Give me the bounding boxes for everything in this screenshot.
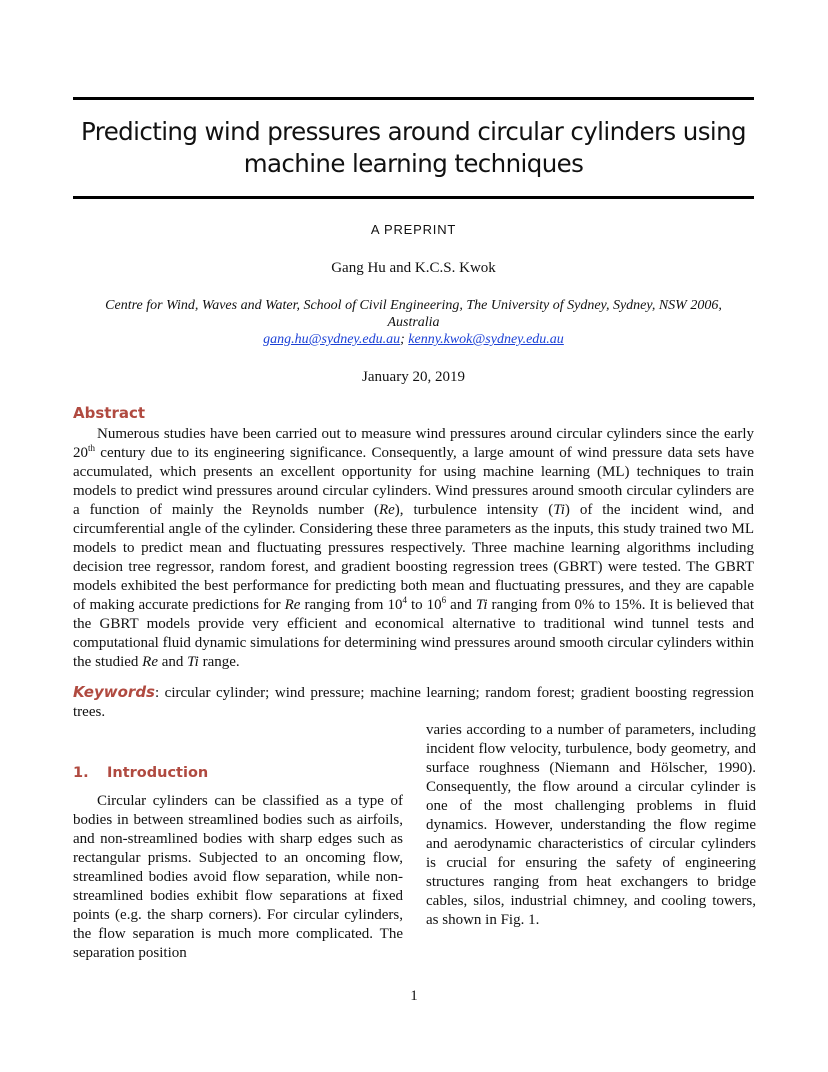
section-heading-introduction	[73, 765, 208, 781]
abstract-sup-4: 4	[402, 595, 407, 605]
abstract-heading: Abstract	[73, 404, 146, 422]
email-link-kwok[interactable]: kenny.kwok@sydney.edu.au	[408, 332, 564, 347]
section-title: Introduction	[107, 765, 209, 781]
authors: Gang Hu and K.C.S. Kwok	[331, 260, 496, 276]
abstract-part: range.	[198, 654, 240, 670]
affiliation	[73, 297, 754, 348]
keywords-text: : circular cylinder; wind pressure; machine learning; random forest; gradient boosting regression trees.	[73, 685, 754, 720]
title-rule-top	[73, 97, 754, 100]
title-line-1: Predicting wind pressures around circular cylinders using	[81, 117, 746, 146]
abstract-re: Re	[142, 654, 158, 670]
intro-left-column: Circular cylinders can be classified as a type of bodies in between streamlined bodies such as airfoils, and non-streamlined bodies with sharp edges such as rectangular prisms. Subjected to an oncoming flow, streamlined bodies avoid flow separation, while non-streamlined bodies exhibit flow separations at fixed points (e.g. the sharp corners). For circular cylinders, the flow separation is much more complicated. The separation position	[73, 793, 403, 961]
abstract-part: ) of the incident wind, and circumferential angle of the cylinder. Considering these three parameters as the inputs, this study trained two ML models to predict mean and fluctuating pressures respectively. Three machine learning algorithms including decision tree regressor, random forest, and gradient boosting regression trees (GBRT) were tested. The GBRT models exhibited the best performance for predicting both mean and fluctuating pressures, and they are capable of making accurate predictions for	[73, 502, 754, 613]
abstract-sup-th: th	[88, 443, 96, 453]
email-separator: ;	[400, 332, 405, 347]
abstract-text	[73, 425, 754, 672]
keywords-label: Keywords	[73, 683, 155, 701]
abstract-sup-6: 6	[441, 595, 447, 605]
title-line-2: machine learning techniques	[243, 149, 584, 178]
paper-date: January 20, 2019	[362, 369, 465, 385]
affiliation-line-2: Australia	[387, 315, 440, 330]
abstract-part: ranging from 10	[300, 597, 403, 613]
keywords	[73, 683, 754, 722]
preprint-label: A PREPRINT	[370, 222, 457, 237]
intro-right-column: varies according to a number of parameters, including incident flow velocity, turbulence, body geometry, and surface roughness (Niemann and Hölscher, 1990). Consequently, the flow around a circular cylinder is one of the most challenging problems in fluid dynamics. However, understanding the flow regime and aerodynamic characteristics of circular cylinders is crucial for ensuring the safety of engineering structures ranging from heat exchangers to bridge cables, silos, industrial chimney, and cooling towers, as shown in Fig. 1.	[426, 722, 756, 928]
abstract-part: to 10	[406, 597, 442, 613]
title-rule-bottom	[73, 196, 754, 199]
abstract-re: Re	[284, 597, 301, 613]
abstract-part: ranging from 0% to 15%. It is believed that the GBRT models provide very efficient and economical alternative to traditional wind tunnel tests and computational fluid dynamic simulations for determining wind pressures around smooth circular cylinders within the studied	[73, 597, 754, 670]
affiliation-line-1: Centre for Wind, Waves and Water, School of Civil Engineering, The University of Sydney, Sydney, NSW 2006,	[105, 298, 722, 313]
email-link-hu[interactable]: gang.hu@sydney.edu.au	[263, 332, 401, 347]
paper-title	[73, 116, 754, 180]
abstract-part: century due to its engineering significance. Consequently, a large amount of wind pressure data sets have accumulated, which presents an excellent opportunity for using machine learning (ML) techniques to train models to predict wind pressures around circular cylinders. Wind pressures around smooth circular cylinders are a function of mainly the Reynolds number (	[73, 445, 754, 518]
abstract-part: and	[157, 654, 188, 670]
abstract-part: ), turbulence intensity (	[394, 502, 554, 518]
email-line	[73, 331, 754, 348]
abstract-re: Re	[378, 502, 395, 518]
abstract-ti: Ti	[475, 597, 488, 613]
section-number: 1.	[73, 765, 89, 781]
abstract-part: Numerous studies have been carried out to measure wind pressures around circular cylinders since the early 20	[73, 426, 754, 461]
abstract-ti: Ti	[187, 654, 199, 670]
page-number: 1	[410, 988, 418, 1004]
abstract-ti: Ti	[553, 502, 565, 518]
abstract-part: and	[446, 597, 476, 613]
